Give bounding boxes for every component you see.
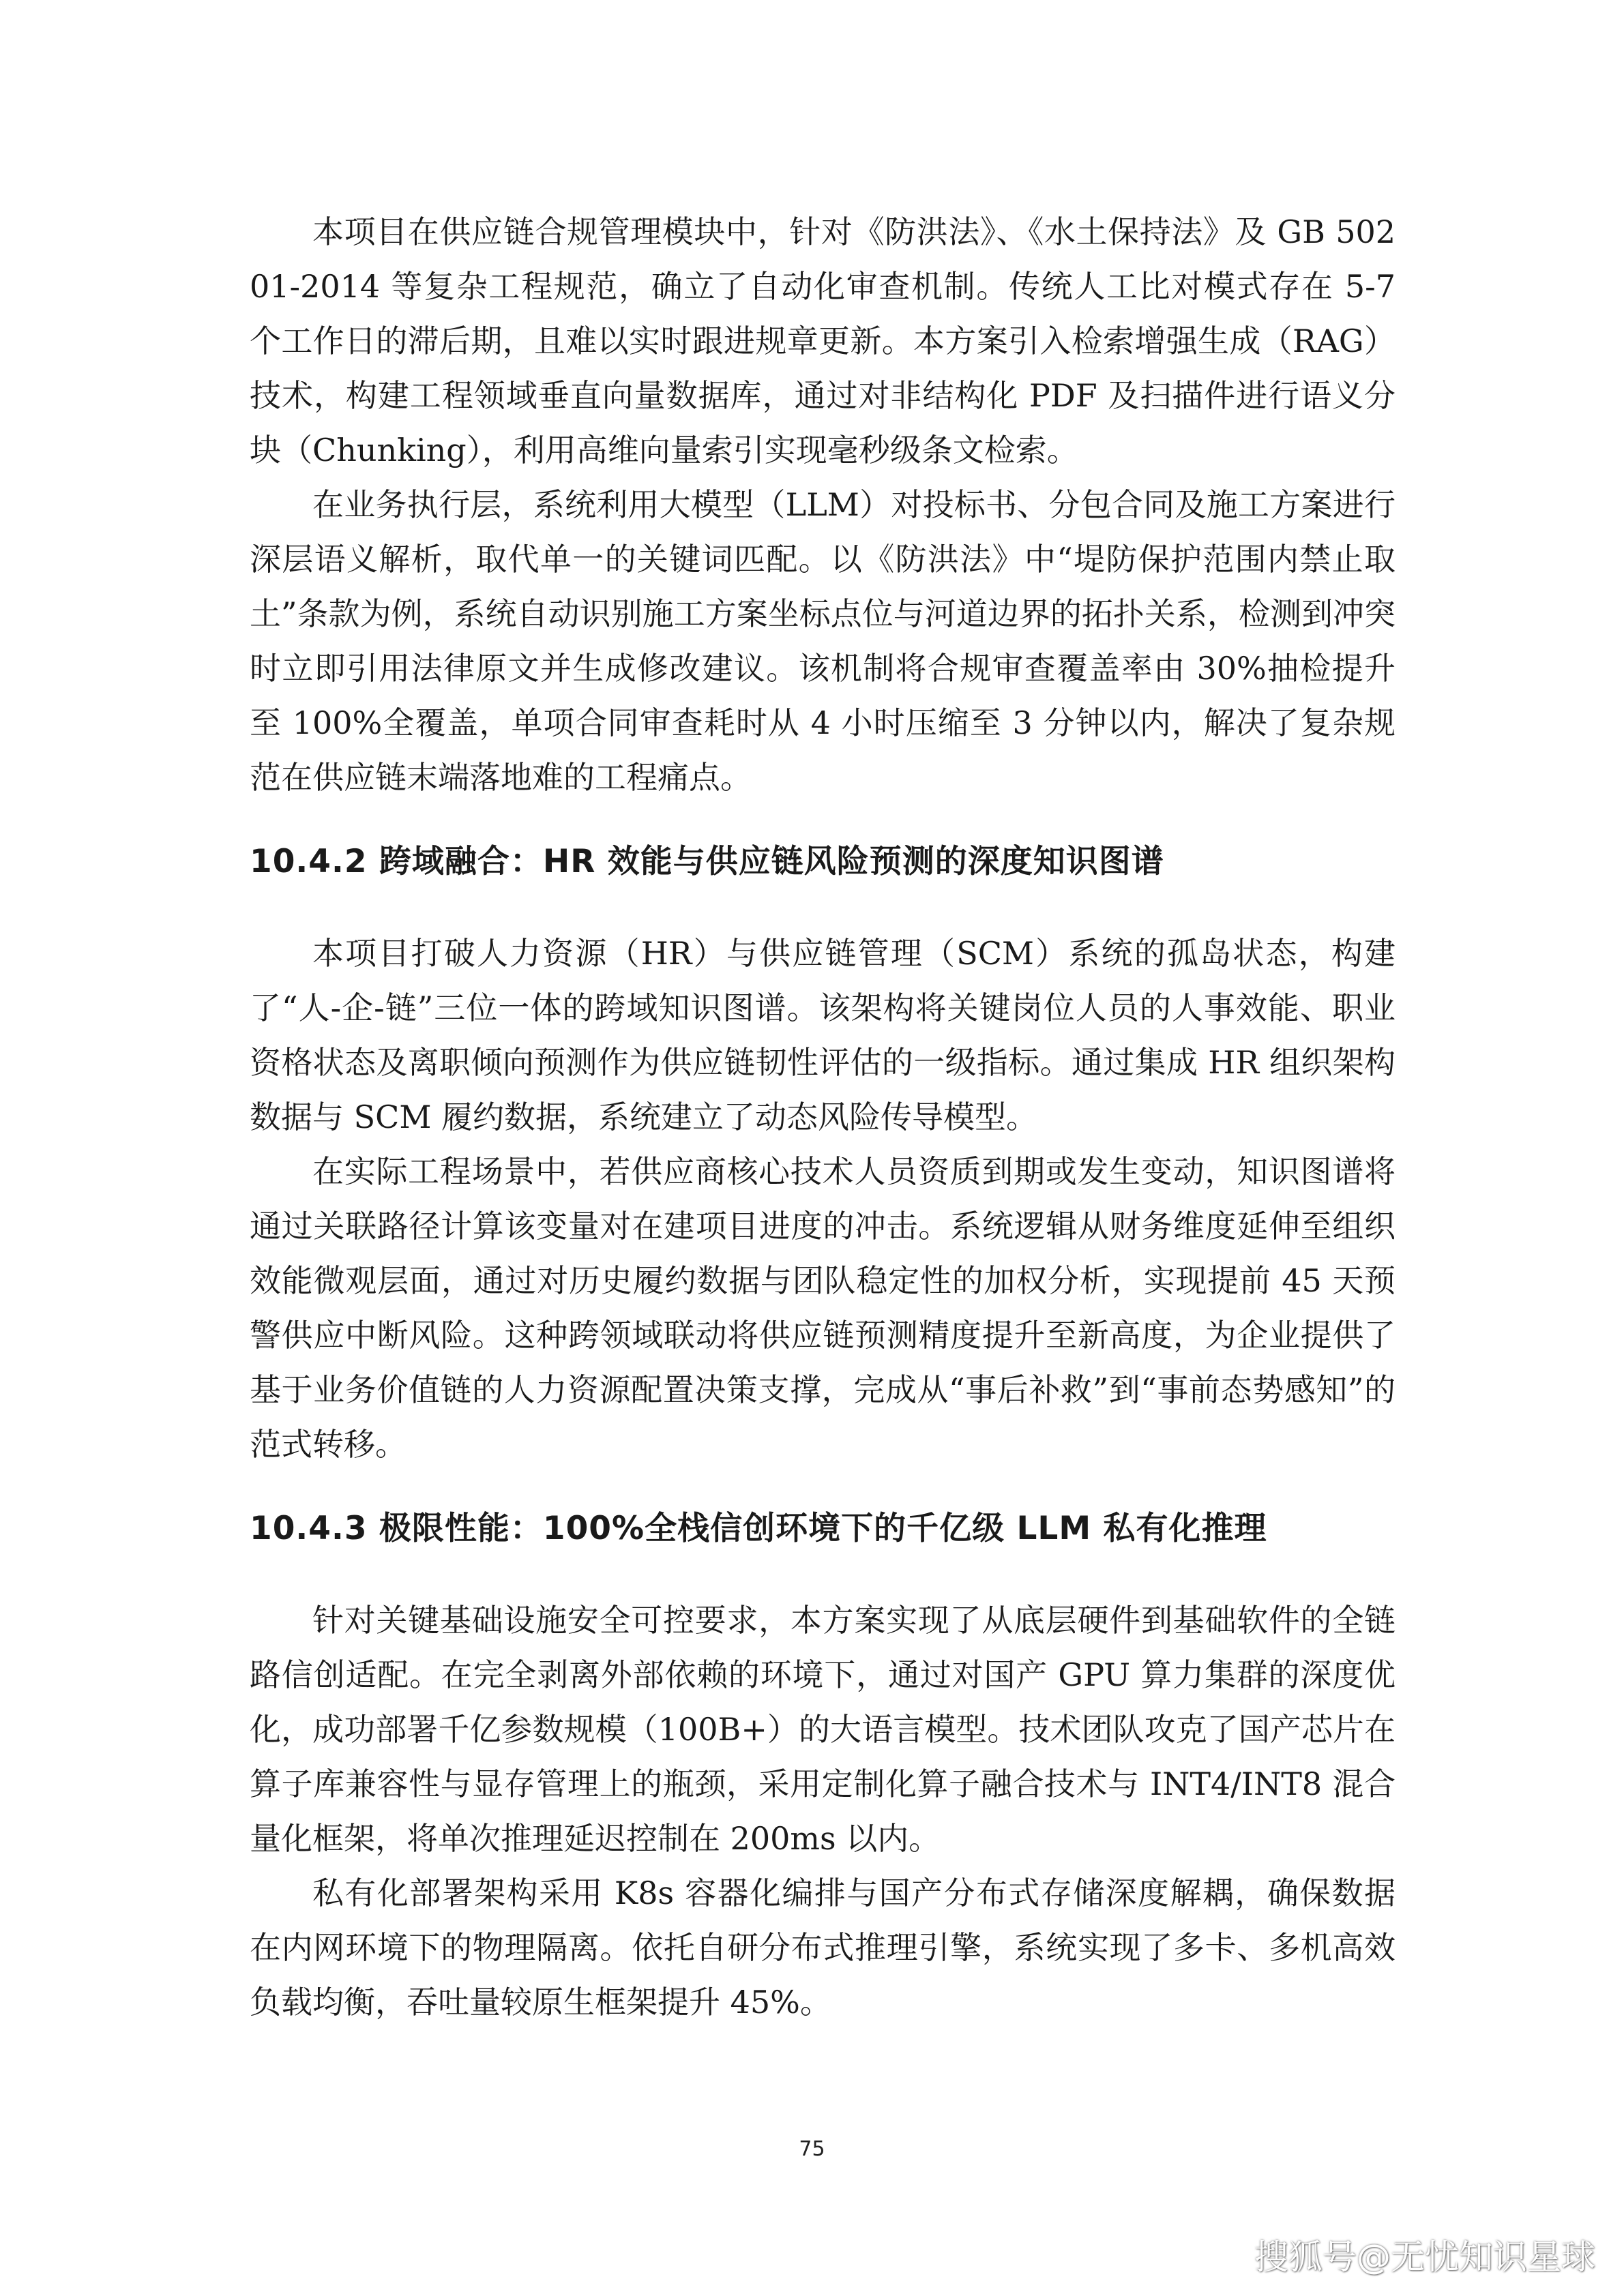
section-heading-10-4-3: 10.4.3 极限性能：100%全栈信创环境下的千亿级 LLM 私有化推理 — [250, 1510, 1267, 1547]
section-heading-10-4-2: 10.4.2 跨域融合：HR 效能与供应链风险预测的深度知识图谱 — [250, 843, 1164, 880]
body-paragraph: 本项目在供应链合规管理模块中，针对《防洪法》、《水土保持法》及 GB 50201-2014 等复杂工程规范，确立了自动化审查机制。传统人工比对模式存在 5-7 个工作日的滞后期，且难以实时跟进规章更新。本方案引入检索增强生成（RAG）技术，构建工程领域垂直向量数据库，通过对非结构化 PDF 及扫描件进行语义分块（Chunking），利用高维向量索引实现毫秒级条文检索。 — [250, 213, 1396, 468]
body-paragraph: 在实际工程场景中，若供应商核心技术人员资质到期或发生变动，知识图谱将通过关联路径计算该变量对在建项目进度的冲击。系统逻辑从财务维度延伸至组织效能微观层面，通过对历史履约数据与团队稳定性的加权分析，实现提前 45 天预警供应中断风险。这种跨领域联动将供应链预测精度提升至新高度，为企业提供了基于业务价值链的人力资源配置决策支撑，完成从“事后补救”到“事前态势感知”的范式转移。 — [250, 1153, 1396, 1463]
body-paragraph: 本项目打破人力资源（HR）与供应链管理（SCM）系统的孤岛状态，构建了“人-企-链”三位一体的跨域知识图谱。该架构将关键岗位人员的人事效能、职业资格状态及离职倾向预测作为供应链韧性评估的一级指标。通过集成 HR 组织架构数据与 SCM 履约数据，系统建立了动态风险传导模型。 — [250, 935, 1396, 1135]
source-watermark: 搜狐号@无忧知识星球 — [1254, 2237, 1595, 2277]
body-paragraph: 私有化部署架构采用 K8s 容器化编排与国产分布式存储深度解耦，确保数据在内网环境下的物理隔离。依托自研分布式推理引擎，系统实现了多卡、多机高效负载均衡，吞吐量较原生框架提升 45%。 — [250, 1875, 1396, 2021]
body-paragraph: 针对关键基础设施安全可控要求，本方案实现了从底层硬件到基础软件的全链路信创适配。在完全剥离外部依赖的环境下，通过对国产 GPU 算力集群的深度优化，成功部署千亿参数规模（100B+）的大语言模型。技术团队攻克了国产芯片在算子库兼容性与显存管理上的瓶颈，采用定制化算子融合技术与 INT4/INT8 混合量化框架，将单次推理延迟控制在 200ms 以内。 — [250, 1602, 1396, 1857]
page-number: 75 — [799, 2137, 825, 2161]
body-paragraph: 在业务执行层，系统利用大模型（LLM）对投标书、分包合同及施工方案进行深层语义解析，取代单一的关键词匹配。以《防洪法》中“堤防保护范围内禁止取土”条款为例，系统自动识别施工方案坐标点位与河道边界的拓扑关系，检测到冲突时立即引用法律原文并生成修改建议。该机制将合规审查覆盖率由 30%抽检提升至 100%全覆盖，单项合同审查耗时从 4 小时压缩至 3 分钟以内，解决了复杂规范在供应链末端落地难的工程痛点。 — [250, 486, 1396, 796]
page-content — [250, 205, 1396, 2029]
